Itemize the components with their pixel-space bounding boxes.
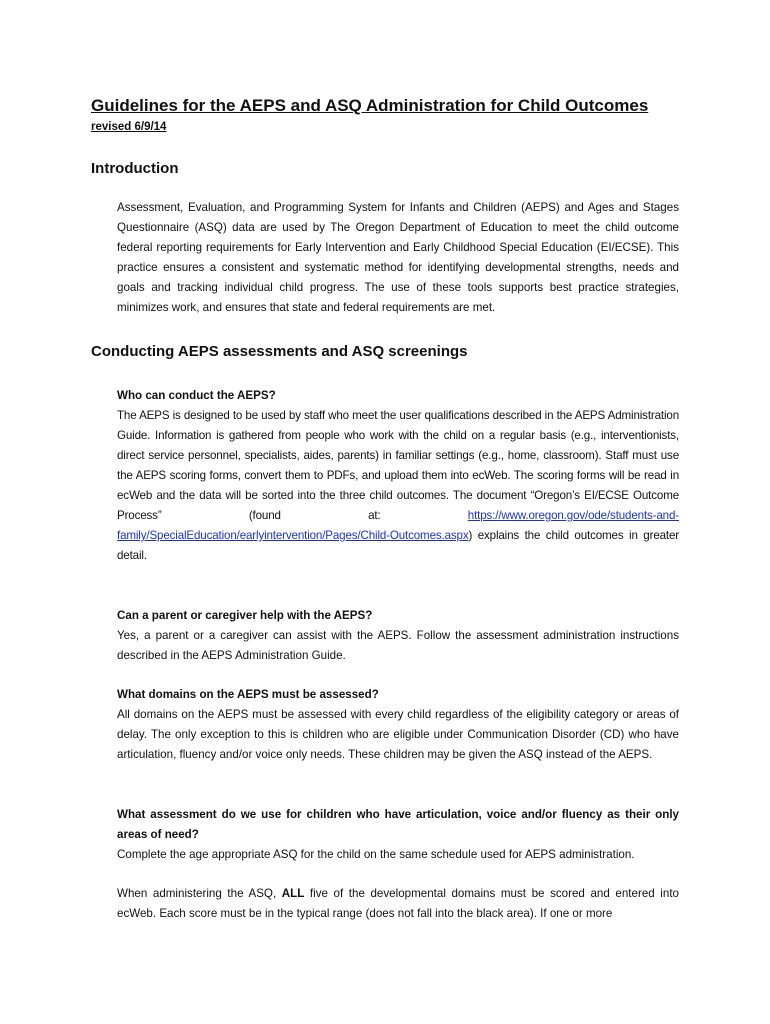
answer-who-can-conduct bbox=[117, 406, 679, 566]
question-parent-help: Can a parent or caregiver help with the AEPS? bbox=[117, 609, 373, 622]
all-emphasis: ALL bbox=[281, 887, 305, 900]
answer-parent-help: Yes, a parent or a caregiver can assist with the AEPS. Follow the assessment administration instructions described in the AEPS Administration Guide. bbox=[117, 629, 679, 662]
answer-text-after-link: ) explains the child outcomes in greater detail. bbox=[117, 529, 679, 562]
introduction-heading: Introduction bbox=[91, 160, 179, 177]
revision-date: revised 6/9/14 bbox=[91, 121, 167, 133]
question-who-can-conduct: Who can conduct the AEPS? bbox=[117, 389, 276, 402]
answer-domains: All domains on the AEPS must be assessed with every child regardless of the eligibility category or areas of delay. The only exception to this is children who are eligible under Communication Disorder (CD) who have articulation, fluency and/or voice only needs. These children may be given the ASQ instead of the AEPS. bbox=[117, 708, 679, 761]
document-title: Guidelines for the AEPS and ASQ Administration for Child Outcomes bbox=[91, 96, 649, 115]
child-outcomes-link[interactable]: https://www.oregon.gov/ode/students-and-family/SpecialEducation/earlyintervention/Pages/Child-Outcomes.aspx bbox=[117, 509, 679, 542]
answer-text-before-link: The AEPS is designed to be used by staff who meet the user qualifications described in the AEPS Administration Guide. Information is gathered from people who work with the child on a regular basis (e.g., interventionists, direct service personnel, specialists, aides, parents) in familiar settings (e.g., home, classroom). Staff must use the AEPS scoring forms, convert them to PDFs, and upload them into ecWeb. The scoring forms will be read in ecWeb and the data will be sorted into the three child outcomes. The document “Oregon’s EI/ECSE Outcome Process” (found at: bbox=[117, 409, 679, 522]
question-assessment-articulation: What assessment do we use for children who have articulation, voice and/or fluency as their only areas of need? bbox=[117, 808, 679, 841]
asq-administration-paragraph: When administering the ASQ, ALL five of the developmental domains must be scored and entered into ecWeb. Each score must be in the typical range (does not fall into the black area). If one or more bbox=[117, 887, 679, 920]
conducting-heading: Conducting AEPS assessments and ASQ screenings bbox=[91, 343, 468, 360]
question-domains: What domains on the AEPS must be assessed? bbox=[117, 688, 379, 701]
introduction-paragraph: Assessment, Evaluation, and Programming System for Infants and Children (AEPS) and Ages and Stages Questionnaire (ASQ) data are used by The Oregon Department of Education to meet the child outcome federal reporting requirements for Early Intervention and Early Childhood Special Education (EI/ECSE). This practice ensures a consistent and systematic method for identifying developmental strengths, needs and goals and tracking individual child progress. The use of these tools supports best practice strategies, minimizes work, and ensures that state and federal requirements are met. bbox=[117, 201, 679, 314]
answer-assessment-articulation: Complete the age appropriate ASQ for the child on the same schedule used for AEPS administration. bbox=[117, 848, 635, 861]
